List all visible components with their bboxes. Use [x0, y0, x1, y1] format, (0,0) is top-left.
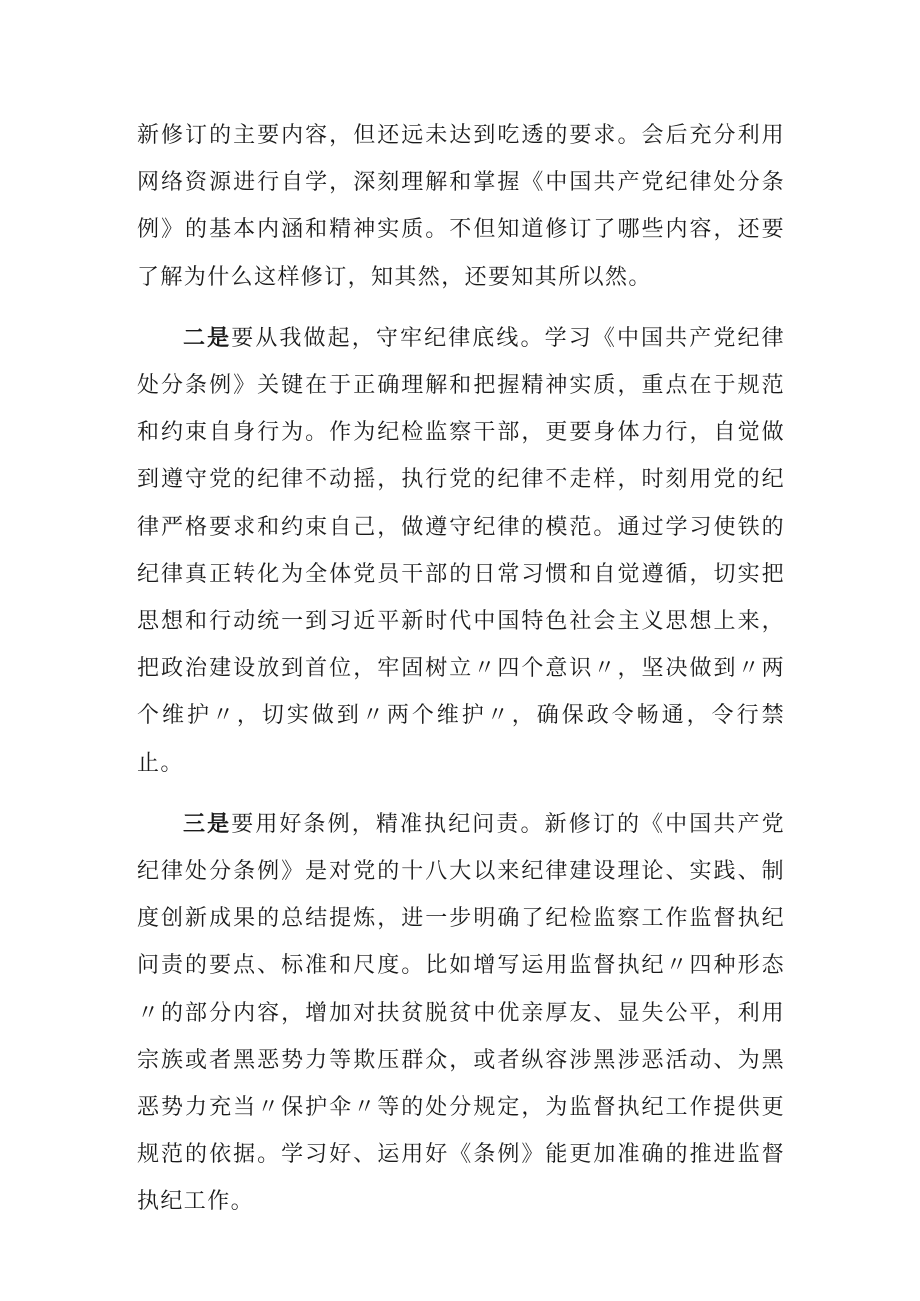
- document-body: [137, 112, 785, 1240]
- paragraph-1: [137, 112, 785, 301]
- paragraph-3: [137, 801, 785, 1226]
- paragraph-3-text: 要用好条例，精准执纪问责。新修订的《中国共产党纪律处分条例》是对党的十八大以来纪律建设理论、实践、制度创新成果的总结提炼，进一步明确了纪检监察工作监督执纪问责的要点、标准和尺度。比如增写运用监督执纪〃四种形态〃的部分内容，增加对扶贫脱贫中优亲厚友、显失公平，利用宗族或者黑恶势力等欺压群众，或者纵容涉黑涉恶活动、为黑恶势力充当〃保护伞〃等的处分规定，为监督执纪工作提供更规范的依据。学习好、运用好《条例》能更加准确的推进监督执纪工作。: [137, 811, 785, 1215]
- paragraph-2-lead: 二是: [183, 324, 232, 351]
- paragraph-2-text: 要从我做起，守牢纪律底线。学习《中国共产党纪律处分条例》关键在于正确理解和把握精神实质，重点在于规范和约束自身行为。作为纪检监察干部，更要身体力行，自觉做到遵守党的纪律不动摇，执行党的纪律不走样，时刻用党的纪律严格要求和约束自己，做遵守纪律的模范。通过学习使铁的纪律真正转化为全体党员干部的日常习惯和自觉遵循，切实把思想和行动统一到习近平新时代中国特色社会主义思想上来，把政治建设放到首位，牢固树立〃四个意识〃，坚决做到〃两个维护〃，切实做到〃两个维护〃，确保政令畅通，令行禁止。: [137, 325, 785, 776]
- paragraph-2: [137, 315, 785, 787]
- paragraph-1-text: 新修订的主要内容，但还远未达到吃透的要求。会后充分利用网络资源进行自学，深刻理解和掌握《中国共产党纪律处分条例》的基本内涵和精神实质。不但知道修订了哪些内容，还要了解为什么这样修订，知其然，还要知其所以然。: [137, 123, 785, 290]
- paragraph-3-lead: 三是: [183, 810, 232, 837]
